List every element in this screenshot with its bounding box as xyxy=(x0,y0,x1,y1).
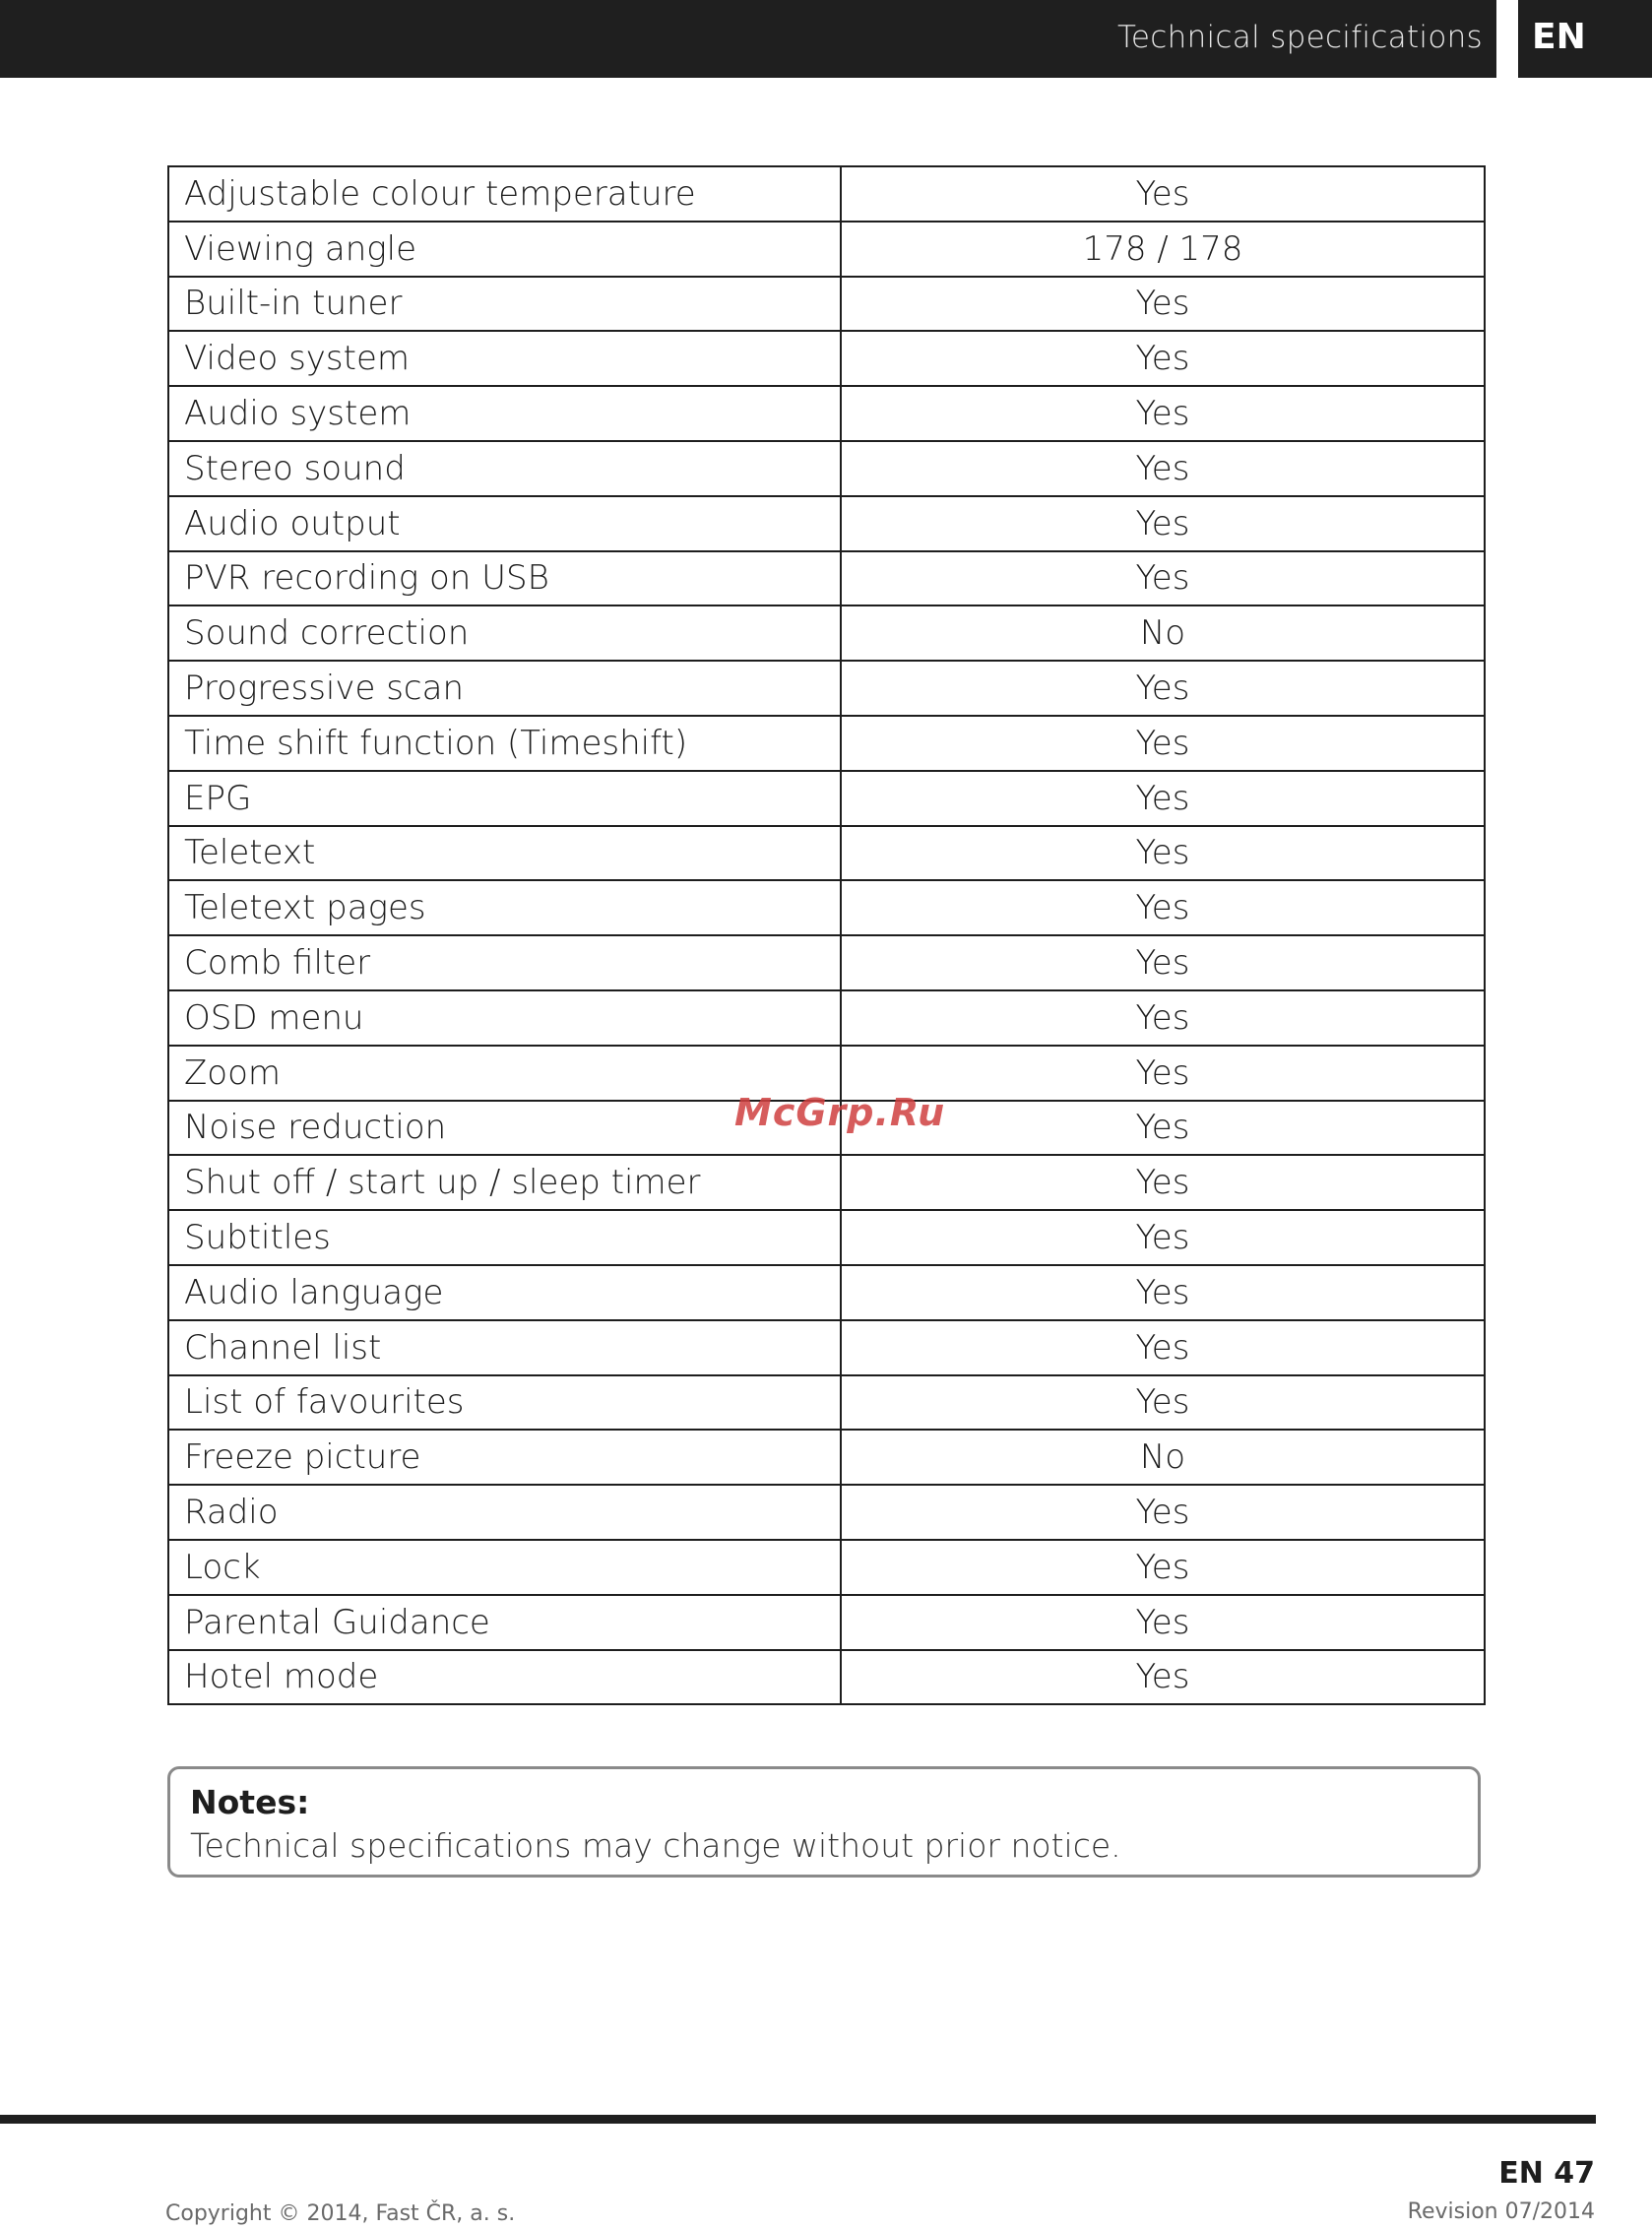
table-row xyxy=(168,1320,1485,1375)
feature-cell: Subtitles xyxy=(168,1210,841,1265)
table-row xyxy=(168,605,1485,661)
copyright-text: Copyright © 2014, Fast ČR, a. s. xyxy=(165,2201,516,2226)
value-cell: Yes xyxy=(841,1540,1485,1595)
value-cell: Yes xyxy=(841,935,1485,990)
feature-cell: Freeze picture xyxy=(168,1430,841,1485)
value-cell: Yes xyxy=(841,1101,1485,1156)
value-cell: Yes xyxy=(841,880,1485,935)
value-cell: Yes xyxy=(841,496,1485,551)
feature-cell: Shut off / start up / sleep timer xyxy=(168,1155,841,1210)
watermark: McGrp.Ru xyxy=(734,1091,946,1134)
feature-cell: PVR recording on USB xyxy=(168,551,841,606)
table-row xyxy=(168,496,1485,551)
feature-cell: Teletext pages xyxy=(168,880,841,935)
feature-cell: Teletext xyxy=(168,826,841,881)
table-row xyxy=(168,935,1485,990)
table-row xyxy=(168,1540,1485,1595)
table-row xyxy=(168,1375,1485,1431)
value-cell: Yes xyxy=(841,277,1485,332)
table-row xyxy=(168,1595,1485,1650)
feature-cell: Audio system xyxy=(168,386,841,441)
table-row xyxy=(168,716,1485,771)
feature-cell: Stereo sound xyxy=(168,441,841,496)
table-row xyxy=(168,1430,1485,1485)
value-cell: Yes xyxy=(841,716,1485,771)
value-cell: Yes xyxy=(841,441,1485,496)
table-row xyxy=(168,331,1485,386)
table-row xyxy=(168,277,1485,332)
feature-cell: OSD menu xyxy=(168,990,841,1046)
page-title: Technical specifications xyxy=(1116,20,1483,55)
feature-cell: Parental Guidance xyxy=(168,1595,841,1650)
feature-cell: Radio xyxy=(168,1485,841,1540)
value-cell: Yes xyxy=(841,1046,1485,1101)
value-cell: Yes xyxy=(841,1375,1485,1431)
table-row xyxy=(168,826,1485,881)
revision-text: Revision 07/2014 xyxy=(1407,2199,1595,2224)
table-row xyxy=(168,441,1485,496)
table-row xyxy=(168,771,1485,826)
notes-box xyxy=(167,1766,1481,1878)
feature-cell: Channel list xyxy=(168,1320,841,1375)
table-row xyxy=(168,222,1485,277)
value-cell: No xyxy=(841,605,1485,661)
value-cell: 178 / 178 xyxy=(841,222,1485,277)
value-cell: Yes xyxy=(841,771,1485,826)
feature-cell: List of favourites xyxy=(168,1375,841,1431)
feature-cell: EPG xyxy=(168,771,841,826)
feature-cell: Lock xyxy=(168,1540,841,1595)
feature-cell: Sound correction xyxy=(168,605,841,661)
value-cell: Yes xyxy=(841,1155,1485,1210)
feature-cell: Hotel mode xyxy=(168,1650,841,1705)
feature-cell: Time shift function (Timeshift) xyxy=(168,716,841,771)
feature-cell: Audio language xyxy=(168,1265,841,1320)
feature-cell: Comb filter xyxy=(168,935,841,990)
feature-cell: Adjustable colour temperature xyxy=(168,166,841,222)
value-cell: No xyxy=(841,1430,1485,1485)
specifications-table xyxy=(167,165,1486,1705)
value-cell: Yes xyxy=(841,661,1485,716)
language-badge xyxy=(1518,0,1652,78)
table-row xyxy=(168,1155,1485,1210)
value-cell: Yes xyxy=(841,331,1485,386)
table-row xyxy=(168,551,1485,606)
table-row xyxy=(168,990,1485,1046)
notes-title: Notes: xyxy=(190,1783,310,1821)
feature-cell: Audio output xyxy=(168,496,841,551)
feature-cell: Viewing angle xyxy=(168,222,841,277)
feature-cell: Noise reduction xyxy=(168,1101,841,1156)
value-cell: Yes xyxy=(841,551,1485,606)
feature-cell: Video system xyxy=(168,331,841,386)
table-row xyxy=(168,386,1485,441)
feature-cell: Progressive scan xyxy=(168,661,841,716)
value-cell: Yes xyxy=(841,826,1485,881)
table-row xyxy=(168,1210,1485,1265)
value-cell: Yes xyxy=(841,166,1485,222)
table-row xyxy=(168,880,1485,935)
value-cell: Yes xyxy=(841,1650,1485,1705)
notes-text: Technical specifications may change without prior notice. xyxy=(190,1826,1121,1865)
value-cell: Yes xyxy=(841,990,1485,1046)
table-row xyxy=(168,1650,1485,1705)
table-row xyxy=(168,1265,1485,1320)
value-cell: Yes xyxy=(841,386,1485,441)
header-bar xyxy=(0,0,1496,78)
specifications-table-body xyxy=(168,166,1485,1704)
value-cell: Yes xyxy=(841,1320,1485,1375)
language-label: EN xyxy=(1532,17,1586,57)
table-row xyxy=(168,1485,1485,1540)
value-cell: Yes xyxy=(841,1210,1485,1265)
table-row xyxy=(168,166,1485,222)
footer-rule xyxy=(0,2115,1596,2124)
page-number: EN 47 xyxy=(1498,2156,1595,2191)
feature-cell: Built-in tuner xyxy=(168,277,841,332)
feature-cell: Zoom xyxy=(168,1046,841,1101)
value-cell: Yes xyxy=(841,1595,1485,1650)
table-row xyxy=(168,661,1485,716)
value-cell: Yes xyxy=(841,1265,1485,1320)
value-cell: Yes xyxy=(841,1485,1485,1540)
